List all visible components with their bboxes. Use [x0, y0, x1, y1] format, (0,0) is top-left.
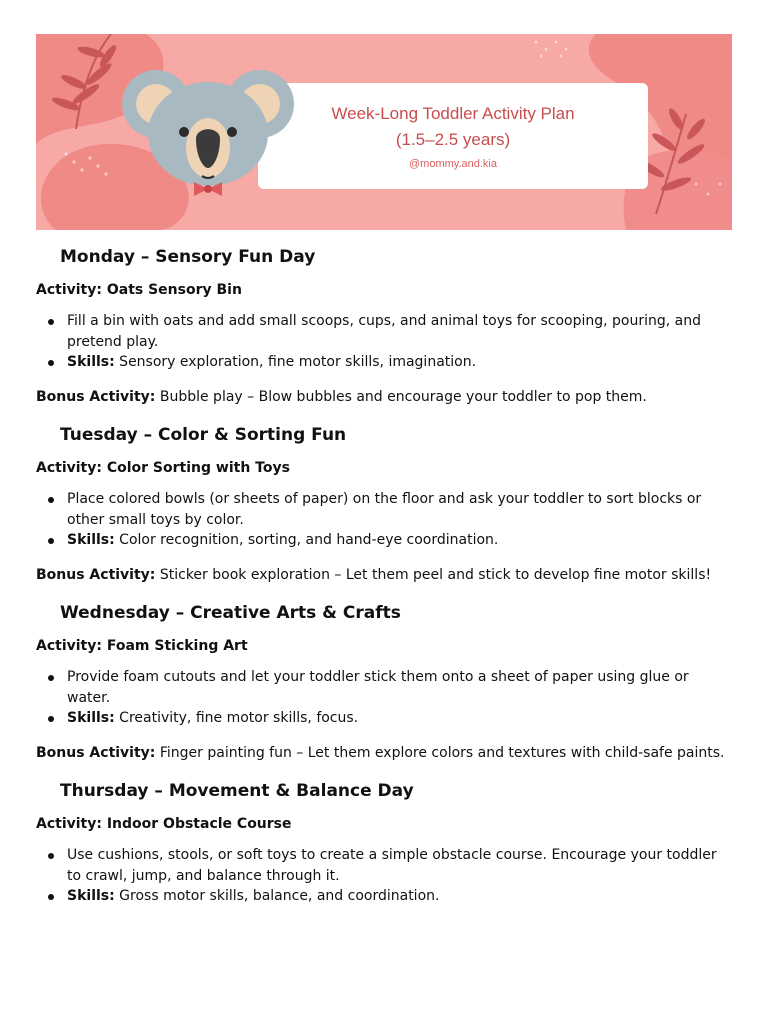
skills-text: Sensory exploration, fine motor skills, imagination.: [114, 354, 477, 370]
skills-label: Skills:: [67, 888, 115, 904]
bonus-activity: [36, 743, 732, 764]
bullet-icon: [48, 675, 54, 681]
bullet-list: [36, 667, 732, 729]
title-card: [258, 83, 648, 189]
day-heading: Monday – Sensory Fun Day: [60, 247, 316, 267]
author-handle: @mommy.and.kia: [409, 158, 497, 170]
bullet-icon: [48, 497, 54, 503]
bonus-text: Bubble play – Blow bubbles and encourage your toddler to pop them.: [155, 388, 647, 405]
activity-title: Activity: Indoor Obstacle Course: [36, 816, 292, 832]
list-item: [36, 352, 732, 373]
bullet-icon: [48, 716, 54, 722]
skills-label: Skills:: [67, 710, 115, 726]
day-section-tuesday: [36, 421, 732, 585]
bonus-label: Bonus Activity:: [36, 388, 156, 405]
bonus-activity: [36, 387, 732, 408]
bullet-icon: [48, 894, 54, 900]
list-item: [36, 886, 732, 907]
header-banner: [36, 34, 732, 230]
list-item: [36, 530, 732, 551]
activity-title: Activity: Oats Sensory Bin: [36, 282, 242, 298]
bonus-activity: [36, 565, 732, 586]
koala-icon: [118, 64, 298, 204]
day-heading: Tuesday – Color & Sorting Fun: [60, 425, 347, 445]
bullet-text: Provide foam cutouts and let your toddler stick them onto a sheet of paper using glue or water.: [67, 669, 689, 706]
skills-text: Creativity, fine motor skills, focus.: [114, 710, 359, 726]
day-heading: Thursday – Movement & Balance Day: [60, 781, 414, 801]
bullet-text: Place colored bowls (or sheets of paper) on the floor and ask your toddler to sort blocks or other small toys by color.: [67, 491, 702, 528]
skills-text: Color recognition, sorting, and hand-eye coordination.: [114, 532, 499, 548]
bonus-text: Sticker book exploration – Let them peel and stick to develop fine motor skills!: [155, 566, 712, 583]
bullet-text: Fill a bin with oats and add small scoops, cups, and animal toys for scooping, pouring, and pretend play.: [67, 313, 701, 350]
bullet-icon: [48, 319, 54, 325]
day-section-wednesday: [36, 599, 732, 763]
bullet-icon: [48, 853, 54, 859]
bonus-label: Bonus Activity:: [36, 566, 156, 583]
bullet-list: [36, 489, 732, 551]
bullet-list: [36, 845, 732, 907]
bonus-text: Finger painting fun – Let them explore colors and textures with child-safe paints.: [155, 744, 725, 761]
page-subtitle-age-range: (1.5–2.5 years): [395, 130, 511, 149]
day-section-monday: [36, 243, 732, 407]
skills-text: Gross motor skills, balance, and coordination.: [114, 888, 440, 904]
bonus-label: Bonus Activity:: [36, 744, 156, 761]
activity-title: Activity: Color Sorting with Toys: [36, 460, 290, 476]
day-section-thursday: [36, 777, 732, 907]
day-heading: Wednesday – Creative Arts & Crafts: [60, 603, 401, 623]
skills-label: Skills:: [67, 532, 115, 548]
list-item: [36, 311, 732, 352]
bullet-text: Use cushions, stools, or soft toys to create a simple obstacle course. Encourage your toddler to crawl, jump, and balance through it.: [67, 847, 717, 884]
bullet-icon: [48, 538, 54, 544]
list-item: [36, 845, 732, 886]
bullet-icon: [48, 360, 54, 366]
skills-label: Skills:: [67, 354, 115, 370]
list-item: [36, 489, 732, 530]
activity-title: Activity: Foam Sticking Art: [36, 638, 248, 654]
bullet-list: [36, 311, 732, 373]
page-title: Week-Long Toddler Activity Plan: [331, 104, 575, 123]
activity-plan: [36, 243, 732, 907]
list-item: [36, 708, 732, 729]
list-item: [36, 667, 732, 708]
